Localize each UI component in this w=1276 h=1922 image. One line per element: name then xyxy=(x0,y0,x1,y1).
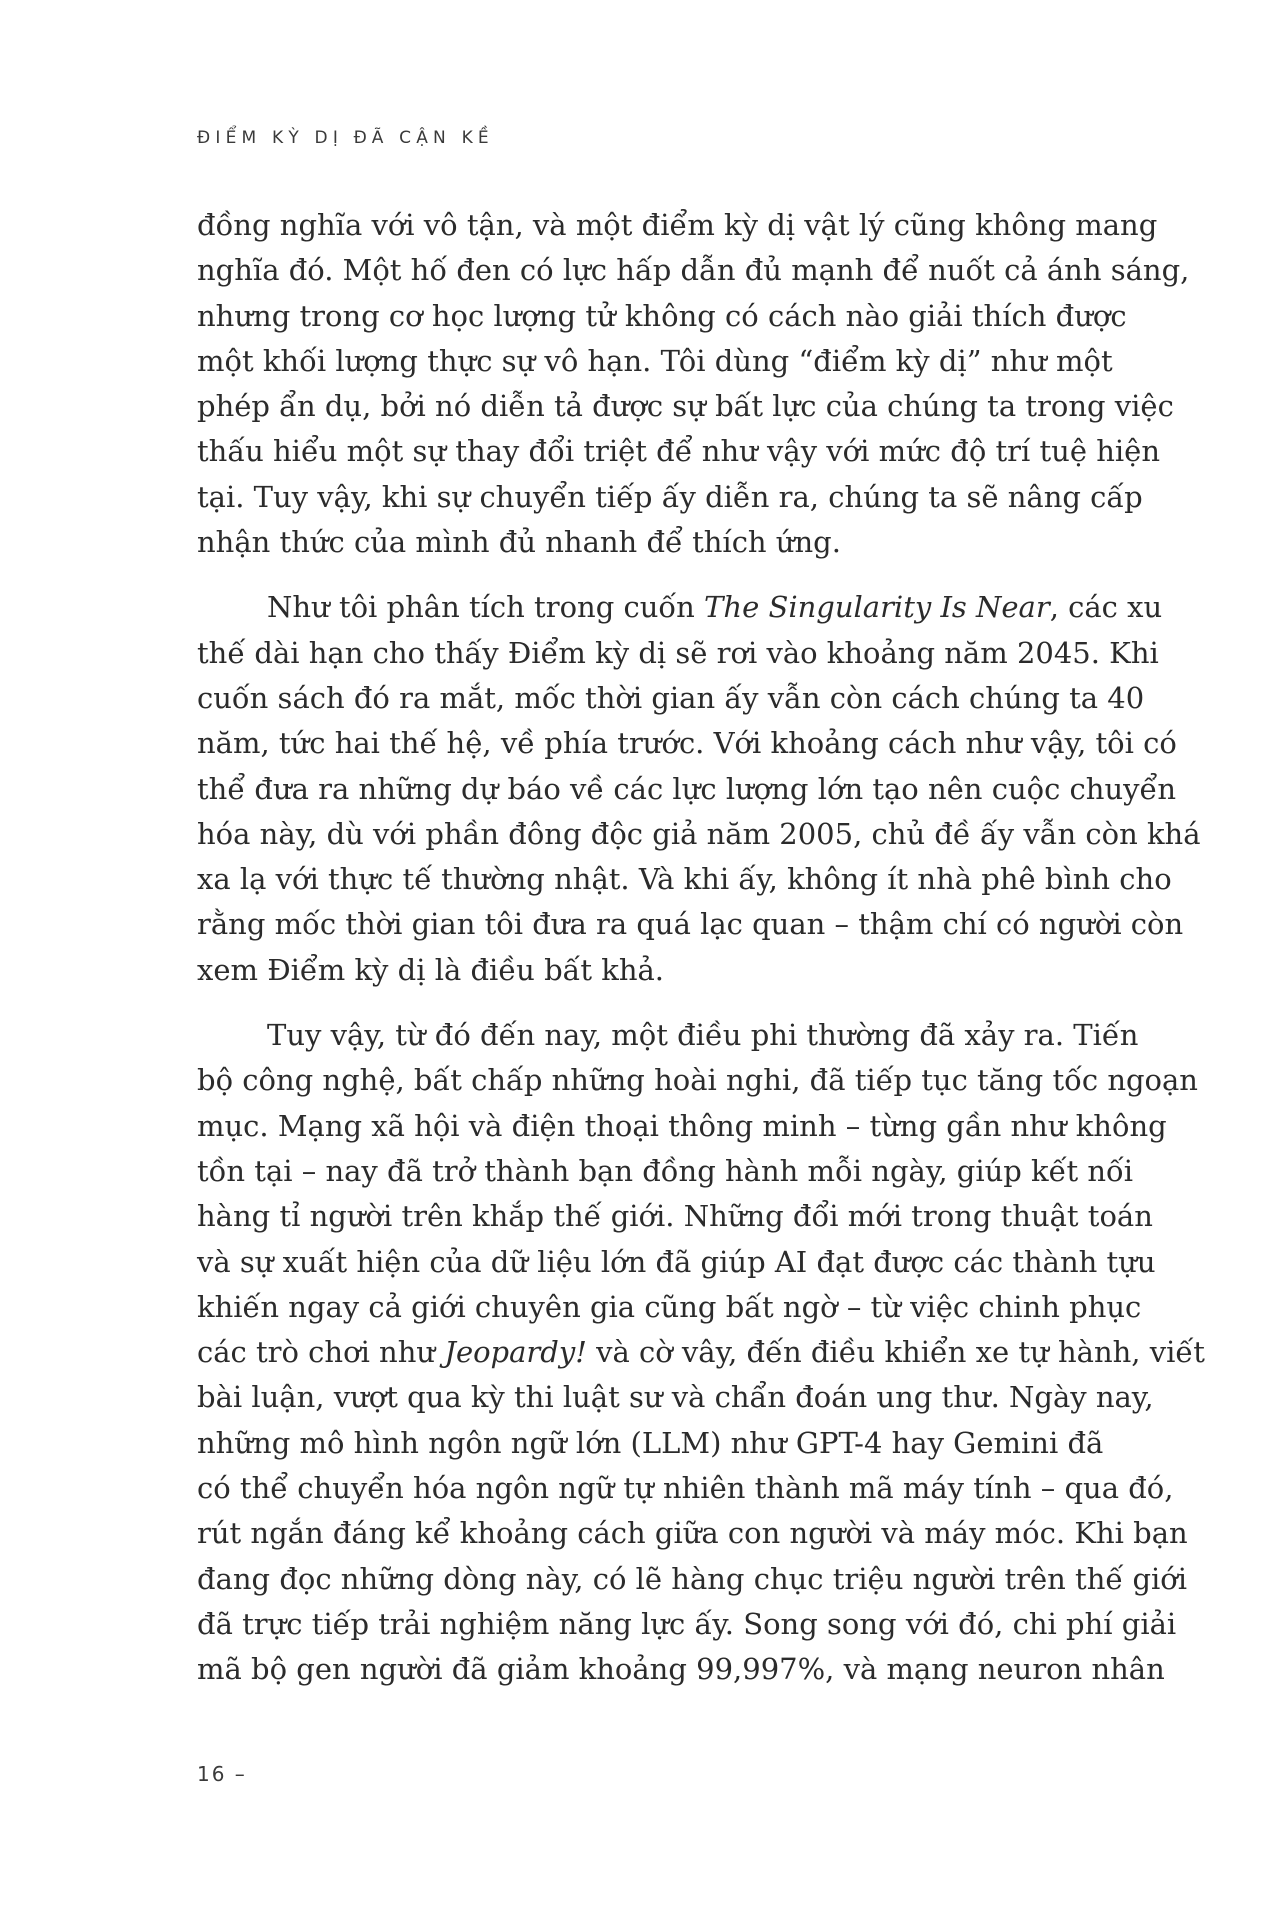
text-line: những mô hình ngôn ngữ lớn (LLM) như GPT-4 hay Gemini đã xyxy=(197,1425,1104,1460)
text-segment: , các xu xyxy=(1049,590,1163,625)
text-line: bài luận, vượt qua kỳ thi luật sư và chẩn đoán ung thư. Ngày nay, xyxy=(197,1380,1154,1415)
text-line: nghĩa đó. Một hố đen có lực hấp dẫn đủ mạnh để nuốt cả ánh sáng, xyxy=(197,253,1190,288)
text-line: đồng nghĩa với vô tận, và một điểm kỳ dị vật lý cũng không mang xyxy=(197,208,1158,242)
text-line: nhận thức của mình đủ nhanh để thích ứng. xyxy=(197,525,841,560)
text-line xyxy=(197,1330,1205,1375)
text-line: hàng tỉ người trên khắp thế giới. Những đổi mới trong thuật toán xyxy=(197,1199,1153,1234)
text-line: bộ công nghệ, bất chấp những hoài nghi, đã tiếp tục tăng tốc ngoạn xyxy=(197,1063,1198,1098)
text-line: cuốn sách đó ra mắt, mốc thời gian ấy vẫn còn cách chúng ta 40 xyxy=(197,680,1145,715)
body-text xyxy=(197,203,1205,1713)
text-line: mã bộ gen người đã giảm khoảng 99,997%, và mạng neuron nhân xyxy=(197,1652,1165,1687)
text-line: rằng mốc thời gian tôi đưa ra quá lạc quan – thậm chí có người còn xyxy=(197,907,1184,942)
text-line: xem Điểm kỳ dị là điều bất khả. xyxy=(197,952,665,987)
text-line: có thể chuyển hóa ngôn ngữ tự nhiên thành mã máy tính – qua đó, xyxy=(197,1471,1174,1506)
text-line xyxy=(197,585,1163,630)
text-line: tại. Tuy vậy, khi sự chuyển tiếp ấy diễn ra, chúng ta sẽ nâng cấp xyxy=(197,479,1143,514)
text-line: đã trực tiếp trải nghiệm năng lực ấy. Song song với đó, chi phí giải xyxy=(197,1606,1177,1641)
show-title: Jeopardy! xyxy=(444,1335,587,1370)
text-line: xa lạ với thực tế thường nhật. Và khi ấy, không ít nhà phê bình cho xyxy=(197,862,1172,897)
text-line: hóa này, dù với phần đông độc giả năm 2005, chủ đề ấy vẫn còn khá xyxy=(197,816,1201,851)
text-line: đang đọc những dòng này, có lẽ hàng chục triệu người trên thế giới xyxy=(197,1561,1188,1596)
text-segment: Như tôi phân tích trong cuốn xyxy=(267,590,705,625)
page-number: 16 – xyxy=(197,1762,247,1786)
text-line: mục. Mạng xã hội và điện thoại thông minh – từng gần như không xyxy=(197,1108,1167,1143)
text-segment: các trò chơi như xyxy=(197,1335,445,1370)
text-line: thế dài hạn cho thấy Điểm kỳ dị sẽ rơi vào khoảng năm 2045. Khi xyxy=(197,635,1159,670)
running-header: ĐIỂM KỲ DỊ ĐÃ CẬN KỀ xyxy=(197,128,494,148)
text-line: rút ngắn đáng kể khoảng cách giữa con người và máy móc. Khi bạn xyxy=(197,1516,1188,1551)
text-line: thấu hiểu một sự thay đổi triệt để như vậy với mức độ trí tuệ hiện xyxy=(197,434,1161,469)
paragraph-3 xyxy=(197,1013,1205,1692)
text-line: khiến ngay cả giới chuyên gia cũng bất ngờ – từ việc chinh phục xyxy=(197,1289,1142,1324)
text-segment: và cờ vây, đến điều khiển xe tự hành, viết xyxy=(586,1335,1205,1370)
book-title: The Singularity Is Near xyxy=(704,590,1050,625)
text-line: nhưng trong cơ học lượng tử không có cách nào giải thích được xyxy=(197,298,1127,333)
text-line: một khối lượng thực sự vô hạn. Tôi dùng “điểm kỳ dị” như một xyxy=(197,343,1113,378)
paragraph-2 xyxy=(197,585,1201,993)
text-line: phép ẩn dụ, bởi nó diễn tả được sự bất lực của chúng ta trong việc xyxy=(197,389,1174,424)
text-line: và sự xuất hiện của dữ liệu lớn đã giúp AI đạt được các thành tựu xyxy=(197,1244,1156,1279)
text-line: thể đưa ra những dự báo về các lực lượng lớn tạo nên cuộc chuyển xyxy=(197,771,1177,806)
paragraph-1 xyxy=(197,203,1190,565)
text-line: tồn tại – nay đã trở thành bạn đồng hành mỗi ngày, giúp kết nối xyxy=(197,1153,1134,1188)
text-line: Tuy vậy, từ đó đến nay, một điều phi thường đã xảy ra. Tiến xyxy=(267,1018,1139,1053)
text-line: năm, tức hai thế hệ, về phía trước. Với khoảng cách như vậy, tôi có xyxy=(197,726,1177,761)
